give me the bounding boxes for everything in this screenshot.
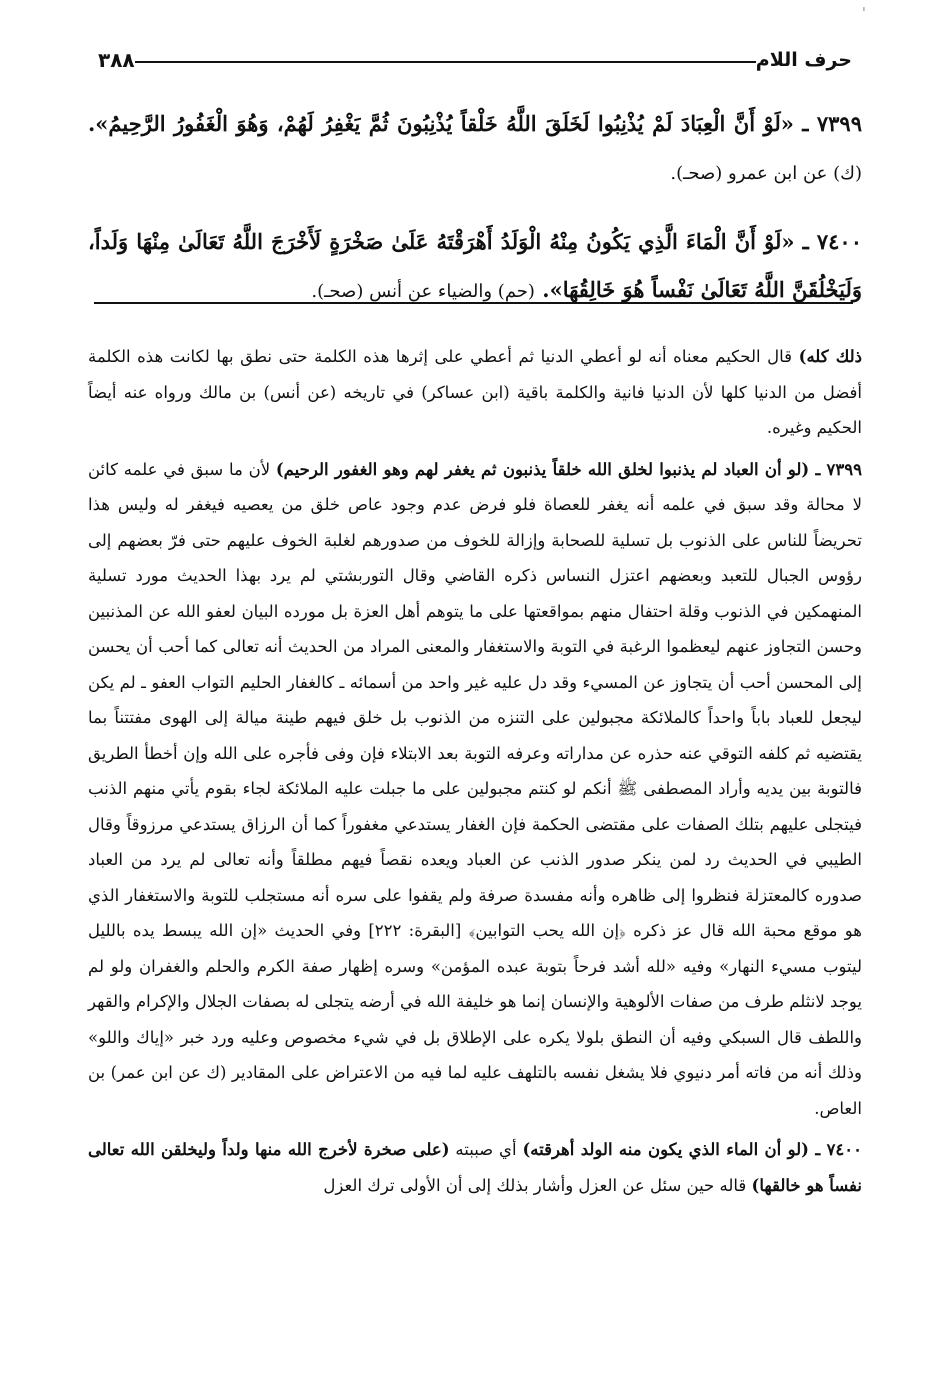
hadith-7399-ref: (ك) عن ابن عمرو (صحـ). [670,163,862,184]
commentary-7399-heading: ٧٣٩٩ ـ (لو أن العباد لم يذنبوا لخلق الله خلقاً يذنبون ثم يغفر لهم وهو الغفور الرحيم) [275,459,862,479]
commentary-1-heading: ذلك كله) [798,347,863,366]
header-rule [135,61,756,63]
commentary-7400-heading-2: (على صخرة لأخرج الله منها ولداً وليخلقن الله تعالى نفساً هو خالقها) [88,1140,862,1195]
commentary-paragraph-1 [88,339,862,446]
hadith-7400-ref: (حم) والضياء عن أنس (صحـ). [311,281,535,302]
page-header [88,40,862,80]
commentary-paragraph-7400 [88,1132,862,1203]
commentary-1-text: قال الحكيم معناه أنه لو أعطي الدنيا ثم أعطي على إثرها هذه الكلمة حتى نطق بها لكانت هذه الكلمة أفضل من الدنيا كلها لأن الدنيا فانية والكلمة باقية (ابن عساكر) في تاريخه (عن أنس) بن مالك ورواه عنه أيضاً الحكيم وغيره. [88,347,862,437]
commentary-7399-text: لأن ما سبق في علمه كائن لا محالة وقد سبق في علمه أنه يغفر للعصاة فلو فرض عدم وجود عاص خلق من يعصيه فيغفر له وليس هذا تحريضاً للناس على الذنوب بل تسلية للصحابة وإزالة للخوف من صدورهم لغلبة الخوف عليهم حتى فرّ بعضهم إلى رؤوس الجبال للتعبد وبعضهم اعتزل النساس ذكره القاضي وقال التوربشتي لم يرد بهذا الحديث مورد تسلية المنهمكين في الذنوب وقلة احتفال منهم بمواقعتها على ما يتوهم أهل العزة بل مورده البيان لعفو الله عن المذنبين وحسن التجاوز عنهم ليعظموا الرغبة في التوبة والاستغفار والمعنى المراد من الحديث أنه تعالى كما أحب أن يحسن إلى المحسن أحب أن يتجاوز عن المسيء وقد دل عليه غير واحد من أسمائه ـ كالغفار الحليم التواب العفو ـ لم يكن ليجعل للعباد باباً واحداً كالملائكة مجبولين على التنزه من الذنوب بل خلق فيهم طينة ميالة إلى الهوى مفتتناً بما يقتضيه ثم كلفه التوقي عنه حذره عن مداراته وعرفه التوبة بعد الابتلاء فإن وفى فأجره على الله وإن أخطأ الطريق فالتوبة بين يديه وأراد المصطفى ﷺ أنكم لو كنتم مجبولين على ما جبلت عليه الملائكة لجاء بقوم يأتي منهم الذنب فيتجلى عليهم بتلك الصفات على مقتضى الحكمة فإن الغفار يستدعي مغفوراً كما أن الرزاق يستدعي مرزوقاً وقال الطيبي في الحديث رد لمن ينكر صدور الذنب عن العباد ويعده نقصاً فيهم مطلقاً وأنه تعالى لم يرد من العباد صدوره كالمعتزلة فنظروا إلى ظاهره وأنه مفسدة صرفة ولم يقفوا على سره أنه مستجلب للتوبة والاستغفار الذي هو موقع محبة الله قال عز ذكره ﴿إن الله يحب التوابين﴾ [البقرة: ٢٢٢] وفي الحديث «إن الله يبسط يده بالليل ليتوب مسيء النهار» وفيه «لله أشد فرحاً بتوبة عبده المؤمن» وسره إظهار صفة الكرم والحلم والغفران ولو لم يوجد لانثلم طرف من صفات الألوهية والإنسان إنما هو خليفة الله في أرضه يتجلى له بصفات الجلال والإكرام والقهر واللطف قال السبكي وفيه أن النطق بلولا يكره على الإطلاق بل في شيء مخصوص وعليه ورد خبر «إياك واللو» وذلك أنه من فاته أمر دنيوي فلا يشغل نفسه بالتلهف عليه لما فيه من الاعتراض على المقادير (ك عن ابن عمر) بن العاص. [88,459,862,1118]
page-number: ٣٨٨ [98,48,135,72]
chapter-title: حرف اللام [755,49,852,71]
margin-mark: ˈ [862,6,866,22]
hadith-block [88,100,862,336]
commentary-paragraph-7399 [88,452,862,1127]
commentary-7400-mid: أي صببته [449,1140,523,1159]
commentary-block [88,339,862,1209]
hadith-7399 [88,100,862,198]
commentary-7400-heading: ٧٤٠٠ ـ (لو أن الماء الذي يكون منه الولد أهرقته) [522,1140,863,1159]
hadith-7400-text: ٧٤٠٠ ـ «لَوْ أَنَّ الْمَاءَ الَّذِي يَكُونُ مِنْهُ الْوَلَدُ أَهْرَقْتَهُ عَلَىٰ صَخْرَةٍ لَأَخْرَجَ اللَّهُ تَعَالَىٰ مِنْهَا وَلَداً، وَلَيَخْلُقَنَّ اللَّهُ تَعَالَىٰ نَفْساً هُوَ خَالِقُهَا». [88,229,862,302]
section-divider [94,302,853,304]
commentary-7400-text: قاله حين سئل عن العزل وأشار بذلك إلى أن الأولى ترك العزل [323,1175,752,1195]
hadith-7399-text: ٧٣٩٩ ـ «لَوْ أَنَّ الْعِبَادَ لَمْ يُذْنِبُوا لَخَلَقَ اللَّهُ خَلْقاً يُذْنِبُونَ ثُمَّ يَغْفِرُ لَهُمْ، وَهُوَ الْغَفُورُ الرَّحِيمُ». [88,111,862,136]
